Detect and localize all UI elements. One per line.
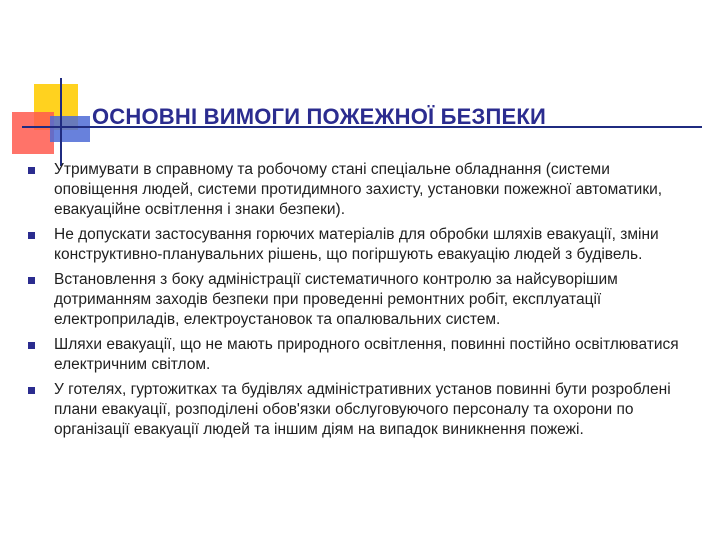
decor-blue-rectangle [50, 116, 90, 142]
square-bullet-icon [28, 342, 35, 349]
bullet-text: Шляхи евакуації, що не мають природного освітлення, повинні постійно освітлюватися електричним світлом. [54, 336, 679, 373]
bullet-text: Не допускати застосування горючих матеріалів для обробки шляхів евакуації, зміни конструктивно-планувальних рішень, що погіршують евакуацію людей з будівель. [54, 226, 659, 263]
bullet-item [28, 380, 693, 440]
bullet-text: У готелях, гуртожитках та будівлях адміністративних установ повинні бути розроблені плани евакуації, розподілені обов'язки обслуговуючого персоналу та охорони по організації евакуації людей та іншим діям на випадок виникнення пожежі. [54, 381, 671, 438]
bullet-item [28, 270, 693, 330]
square-bullet-icon [28, 387, 35, 394]
bullet-list [28, 160, 693, 445]
bullet-item [28, 335, 693, 375]
bullet-item [28, 225, 693, 265]
bullet-text: Встановлення з боку адміністрації систематичного контролю за найсуворішим дотриманням заходів безпеки при проведенні ремонтних робіт, експлуатації електроприладів, електроустановок та опалювальних систем. [54, 271, 618, 328]
square-bullet-icon [28, 232, 35, 239]
decor-vertical-line [60, 78, 62, 166]
decor-red-square [12, 112, 54, 154]
bullet-item [28, 160, 693, 220]
square-bullet-icon [28, 167, 35, 174]
square-bullet-icon [28, 277, 35, 284]
slide-title: ОСНОВНІ ВИМОГИ ПОЖЕЖНОЇ БЕЗПЕКИ [92, 104, 546, 129]
bullet-text: Утримувати в справному та робочому стані спеціальне обладнання (системи оповіщення людей, системи протидимного захисту, установки пожежної автоматики, евакуаційне освітлення і знаки безпеки). [54, 161, 663, 218]
